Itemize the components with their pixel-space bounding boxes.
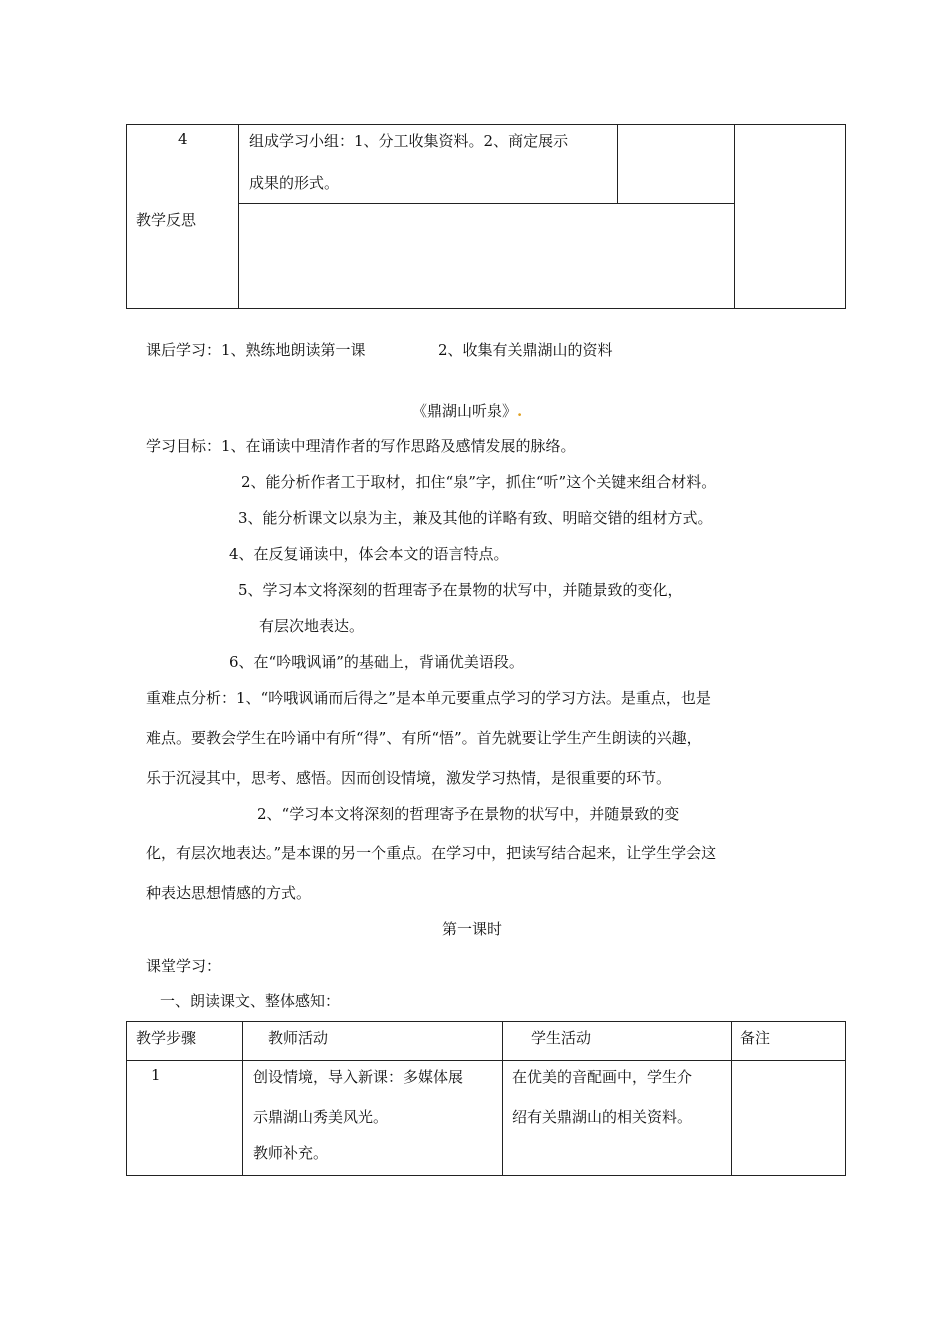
objective-5: 5、学习本文将深刻的哲理寄予在景物的状写中，并随景致的变化， — [238, 581, 683, 599]
student-activity: 绍有关鼎湖山的相关资料。 — [512, 1108, 693, 1126]
analysis-text: 重难点分析：1、“吟哦讽诵而后得之”是本单元要重点学习的学习方法。是重点，也是 — [146, 689, 711, 707]
table-header: 教学步骤 — [136, 1029, 197, 1047]
objective-5-cont: 有层次地表达。 — [259, 617, 365, 635]
analysis-text: 乐于沉浸其中，思考、感悟。因而创设情境，激发学习热情，是很重要的环节。 — [146, 769, 672, 787]
table-step-number: 4 — [178, 130, 188, 148]
section-heading: 一、朗读课文、整体感知： — [160, 992, 341, 1010]
period-title: 第一课时 — [442, 920, 503, 938]
table-step-number: 1 — [151, 1066, 161, 1084]
table-activity-text: 成果的形式。 — [249, 174, 340, 192]
objective-4: 4、在反复诵读中，体会本文的语言特点。 — [229, 545, 509, 563]
analysis-text: 化，有层次地表达。”是本课的另一个重点。在学习中，把读写结合起来，让学生学会这 — [146, 844, 717, 862]
objective-2: 2、能分析作者工于取材，扣住“泉”字，抓住“听”这个关键来组合材料。 — [241, 473, 717, 491]
analysis-text: 种表达思想情感的方式。 — [146, 884, 312, 902]
after-class-item-1: 课后学习：1、熟练地朗读第一课 — [146, 341, 366, 359]
reflection-label: 教学反思 — [136, 211, 197, 229]
lesson-title: 《鼎湖山听泉》. — [412, 402, 523, 420]
table-header: 教师活动 — [268, 1029, 329, 1047]
teacher-activity: 示鼎湖山秀美风光。 — [253, 1108, 389, 1126]
objective-6: 6、在“吟哦讽诵”的基础上，背诵优美语段。 — [229, 653, 524, 671]
table-header: 备注 — [740, 1029, 771, 1047]
after-class-item-2: 2、收集有关鼎湖山的资料 — [438, 341, 613, 359]
table-activity-text: 组成学习小组：1、分工收集资料。2、商定展示 — [249, 132, 569, 150]
analysis-text: 难点。要教会学生在吟诵中有所“得”、有所“悟”。首先就要让学生产生朗读的兴趣， — [146, 729, 702, 747]
student-activity: 在优美的音配画中，学生介 — [512, 1068, 693, 1086]
analysis-text: 2、“学习本文将深刻的哲理寄予在景物的状写中，并随景致的变 — [257, 805, 680, 823]
objective-3: 3、能分析课文以泉为主，兼及其他的详略有致、明暗交错的组材方式。 — [238, 509, 713, 527]
objective-1: 学习目标：1、在诵读中理清作者的写作思路及感情发展的脉络。 — [146, 437, 576, 455]
table-header: 学生活动 — [531, 1029, 592, 1047]
teacher-activity: 创设情境，导入新课：多媒体展 — [253, 1068, 464, 1086]
teacher-activity: 教师补充。 — [253, 1144, 329, 1162]
classroom-label: 课堂学习： — [146, 957, 222, 975]
